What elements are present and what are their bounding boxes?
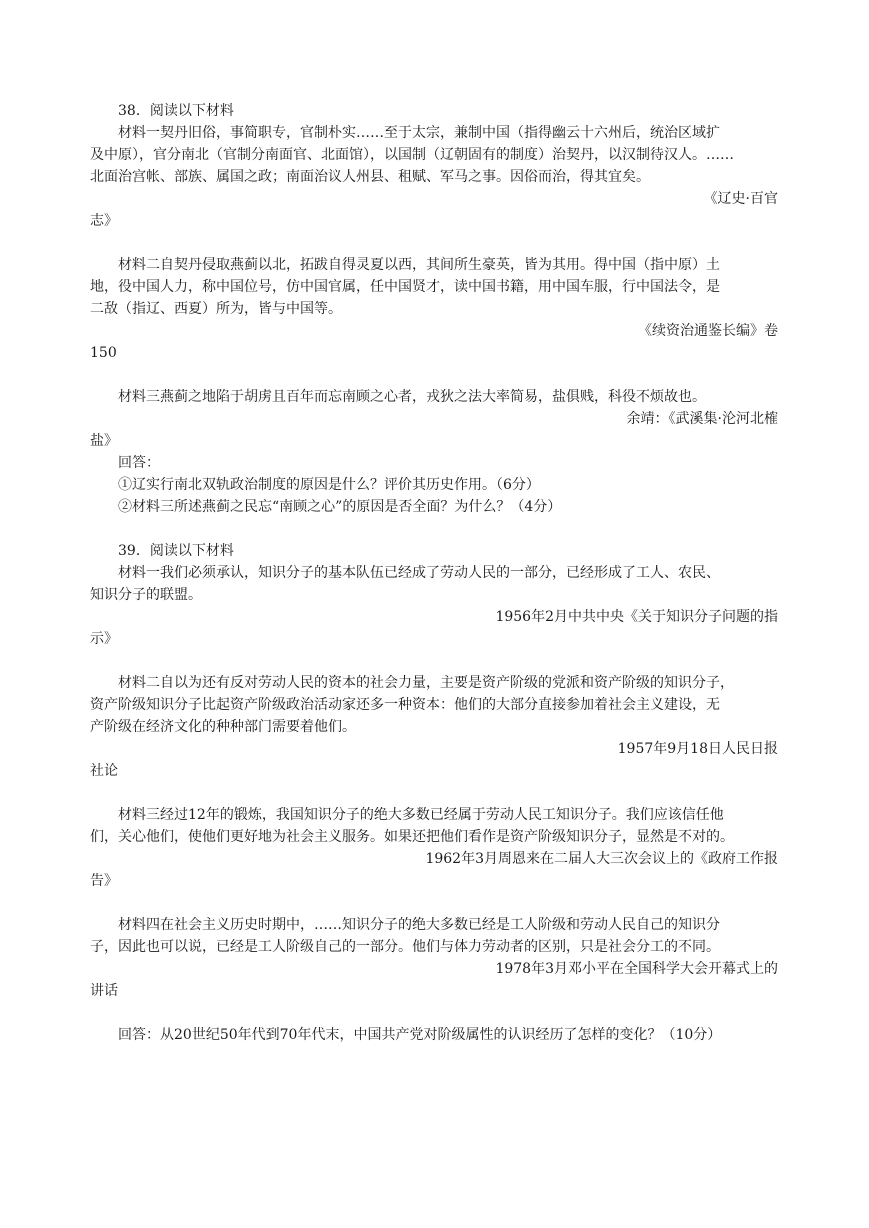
- q38-material-1-source: 《辽史·百官: [703, 191, 778, 207]
- q39-material-3-line: 材料三经过12年的锻炼，我国知识分子的绝大多数已经属于劳动人民工知识分子。我们应该信任他: [118, 807, 724, 823]
- q39-material-2-line: 资产阶级知识分子比起资产阶级政治活动家还多一种资本：他们的大部分直接参加着社会主义建设，无: [90, 697, 720, 713]
- q39-material-1-line: 材料一我们必须承认，知识分子的基本队伍已经成了劳动人民的一部分，已经形成了工人、农民、: [118, 565, 720, 581]
- q38-question-1: ①辽实行南北双轨政治制度的原因是什么？评价其历史作用。（6分）: [118, 477, 540, 493]
- q38-material-2-line: 地，役中国人力，称中国位号，仿中国官属，任中国贤才，读中国书籍，用中国车服，行中国法令，是: [90, 279, 720, 295]
- q39-material-3-source-cont: 告》: [90, 873, 118, 889]
- document-page: [90, 100, 778, 1046]
- q38-material-2-line: 二敌（指辽、西夏）所为，皆与中国等。: [90, 301, 342, 317]
- q39-material-3-line: 们，关心他们，使他们更好地为社会主义服务。如果还把他们看作是资产阶级知识分子，显然是不对的。: [90, 829, 734, 845]
- q38-material-2-source: 《续资治通鉴长编》卷: [638, 323, 778, 339]
- q39-material-1-source-cont: 示》: [90, 631, 118, 647]
- q38-material-3-source: 余靖：《武溪集·沦河北榷: [626, 411, 778, 427]
- q38-material-2-source-cont: 150: [90, 345, 117, 361]
- q39-material-4-line: 材料四在社会主义历史时期中，……知识分子的绝大多数已经是工人阶级和劳动人民自己的知识分: [118, 917, 720, 933]
- q39-material-4-line: 子，因此也可以说，已经是工人阶级自己的一部分。他们与体力劳动者的区别，只是社会分工的不同。: [90, 939, 720, 955]
- q38-question-2: ②材料三所述燕蓟之民忘“南顾之心”的原因是否全面？为什么？（4分）: [118, 499, 562, 515]
- q39-material-2-source-cont: 社论: [90, 763, 118, 779]
- q39-question: 回答：从20世纪50年代到70年代末，中国共产党对阶级属性的认识经历了怎样的变化？（10分）: [118, 1027, 722, 1043]
- q38-answer-label: 回答：: [118, 455, 160, 471]
- q38-heading: 38．阅读以下材料: [118, 103, 234, 119]
- q39-material-4-source-cont: 讲话: [90, 983, 118, 999]
- q39-material-4-source: 1978年3月邓小平在全国科学大会开幕式上的: [495, 961, 778, 977]
- q39-material-1-source: 1956年2月中共中央《关于知识分子问题的指: [495, 609, 778, 625]
- q38-material-1-line: 材料一契丹旧俗，事简职专，官制朴实……至于太宗，兼制中国（指得幽云十六州后，统治区域扩: [118, 125, 720, 141]
- q39-material-2-line: 产阶级在经济文化的种种部门需要着他们。: [90, 719, 356, 735]
- q38-material-1-line: 及中原），官分南北（官制分南面官、北面馆），以国制（辽朝固有的制度）治契丹，以汉制待汉人。……: [90, 147, 734, 163]
- q38-material-2-line: 材料二自契丹侵取燕蓟以北，拓跋自得灵夏以西，其间所生豪英，皆为其用。得中国（指中原）土: [118, 257, 720, 273]
- q39-material-1-line: 知识分子的联盟。: [90, 587, 202, 603]
- q38-material-3-source-cont: 盐》: [90, 433, 118, 449]
- q39-heading: 39．阅读以下材料: [118, 543, 234, 559]
- q38-material-1-line: 北面治宫帐、部族、属国之政；南面治议人州县、租赋、军马之事。因俗而治，得其宜矣。: [90, 169, 650, 185]
- q39-material-2-line: 材料二自以为还有反对劳动人民的资本的社会力量，主要是资产阶级的党派和资产阶级的知识分子，: [118, 675, 734, 691]
- q39-material-2-source: 1957年9月18日人民日报: [617, 741, 778, 757]
- q38-material-3: 材料三燕蓟之地陷于胡虏且百年而忘南顾之心者，戎狄之法大率简易，盐俱贱，科役不烦故也。: [118, 389, 706, 405]
- q38-material-1-source-cont: 志》: [90, 213, 118, 229]
- q39-material-3-source: 1962年3月周恩来在二届人大三次会议上的《政府工作报: [425, 851, 778, 867]
